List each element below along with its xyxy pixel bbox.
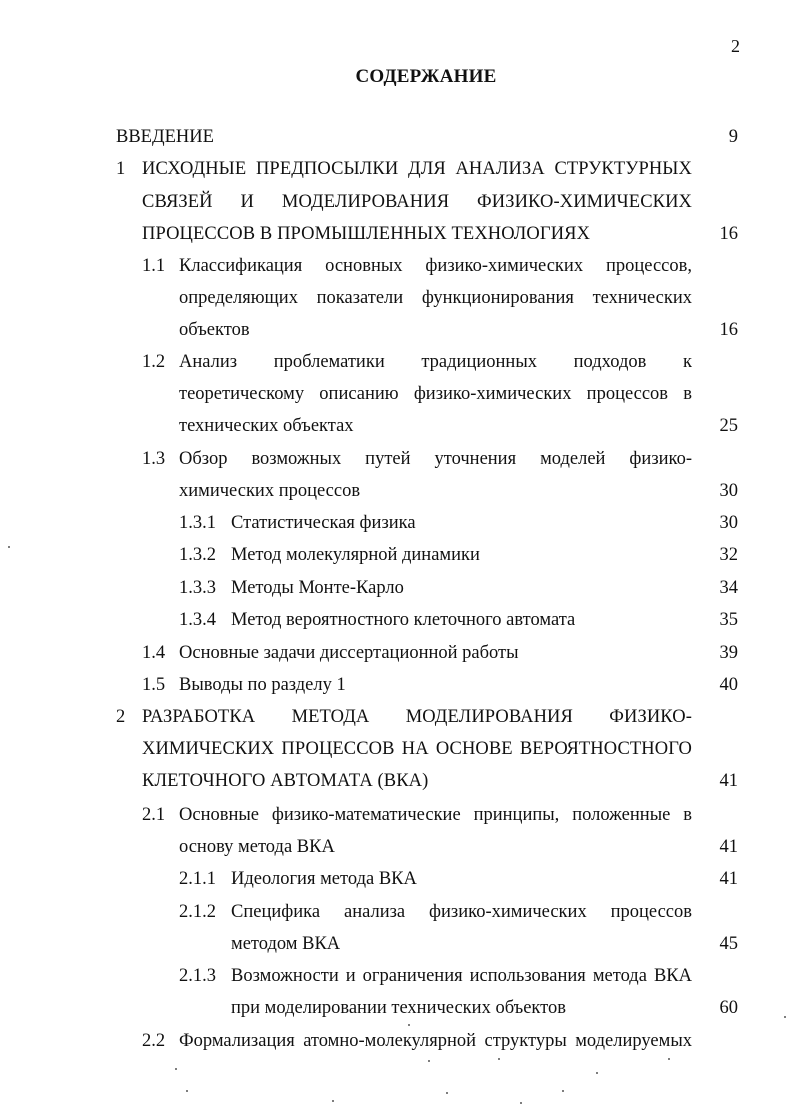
scan-speck [332,1100,334,1102]
toc-entry-title: определяющих показатели функционирования технических [179,288,692,308]
toc-entry-title: ВВЕДЕНИЕ [116,127,214,147]
toc-entry-number: 1.3.1 [179,513,216,533]
toc-entry-title: РАЗРАБОТКА МЕТОДА МОДЕЛИРОВАНИЯ ФИЗИКО- [142,707,692,727]
toc-entry-number: 1.1 [142,256,166,276]
toc-entry-title: основу метода ВКА [179,837,335,857]
scan-speck [596,1072,598,1074]
toc-entry-title: Обзор возможных путей уточнения моделей физико- [179,449,692,469]
scan-speck [186,1090,188,1092]
scan-speck [520,1102,522,1104]
toc-entry-title: методом ВКА [231,934,341,954]
toc-entry-title: Выводы по разделу 1 [179,675,346,695]
toc-entry-page: 34 [719,578,738,598]
toc-entry-number: 1.4 [142,643,166,663]
toc-entry-page: 9 [728,127,738,147]
page-number: 2 [731,36,740,56]
toc-entry-title: КЛЕТОЧНОГО АВТОМАТА (ВКА) [142,771,429,791]
toc-entry-page: 35 [719,610,738,630]
toc-entry-title: Идеология метода ВКА [231,869,417,889]
toc-entry-number: 1.5 [142,675,166,695]
toc-entry-number: 2 [116,707,126,727]
toc-entry-page: 16 [719,320,738,340]
toc-entry-number: 2.1 [142,805,166,825]
toc-entry-page: 41 [719,869,738,889]
toc-entry-number: 1.3 [142,449,166,469]
toc-entry-number: 1.3.2 [179,545,216,565]
toc-entry-title: Классификация основных физико-химических процессов, [179,256,692,276]
scan-speck [428,1060,430,1062]
toc-entry-title: Методы Монте-Карло [231,578,404,598]
toc-entry-title: Метод вероятностного клеточного автомата [231,610,576,630]
toc-entry-title: Анализ проблематики традиционных подходов к [179,352,692,372]
toc-entry-title: технических объектах [179,416,354,436]
toc-entry-page: 32 [719,545,738,565]
toc-entry-title: Возможности и ограничения использования метода ВКА [231,966,692,986]
toc-entry-title: СВЯЗЕЙ И МОДЕЛИРОВАНИЯ ФИЗИКО-ХИМИЧЕСКИХ [142,192,692,212]
toc-entry-title: Основные физико-математические принципы, положенные в [179,805,692,825]
toc-entry-title: при моделировании технических объектов [231,998,566,1018]
toc-entry-title: Формализация атомно-молекулярной структуры моделируемых [179,1031,692,1051]
scan-speck [784,1016,786,1018]
page-title: СОДЕРЖАНИЕ [355,66,497,87]
toc-entry-title: химических процессов [179,481,361,501]
scan-speck [8,546,10,548]
toc-entry-number: 1.3.4 [179,610,216,630]
toc-entry-page: 16 [719,224,738,244]
toc-entry-title: Метод молекулярной динамики [231,545,480,565]
toc-entry-number: 2.1.2 [179,902,216,922]
toc-entry-number: 2.2 [142,1031,166,1051]
toc-entry-title: ПРОЦЕССОВ В ПРОМЫШЛЕННЫХ ТЕХНОЛОГИЯХ [142,224,591,244]
toc-entry-number: 1.2 [142,352,166,372]
toc-entry-title: Статистическая физика [231,513,416,533]
toc-entry-page: 60 [719,998,738,1018]
toc-entry-title: Основные задачи диссертационной работы [179,643,519,663]
toc-entry-title: ИСХОДНЫЕ ПРЕДПОСЫЛКИ ДЛЯ АНАЛИЗА СТРУКТУРНЫХ [142,159,692,179]
toc-entry-title: ХИМИЧЕСКИХ ПРОЦЕССОВ НА ОСНОВЕ ВЕРОЯТНОСТНОГО [142,739,692,759]
scan-speck [498,1058,500,1060]
scan-speck [562,1090,564,1092]
toc-entry-page: 30 [719,513,738,533]
toc-entry-page: 41 [719,837,738,857]
toc-entry-page: 30 [719,481,738,501]
toc-entry-page: 45 [719,934,738,954]
toc-entry-title: теоретическому описанию физико-химических процессов в [179,384,692,404]
scan-speck [668,1058,670,1060]
toc-entry-page: 40 [719,675,738,695]
toc-entry-page: 41 [719,771,738,791]
toc-entry-number: 2.1.3 [179,966,216,986]
scan-speck [175,1068,177,1070]
scan-speck [446,1092,448,1094]
toc-entry-number: 1.3.3 [179,578,216,598]
toc-entry-number: 2.1.1 [179,869,216,889]
toc-entry-page: 39 [719,643,738,663]
toc-entry-number: 1 [116,159,126,179]
toc-entry-page: 25 [719,416,738,436]
toc-entry-title: объектов [179,320,250,340]
scan-speck [408,1024,410,1026]
toc-entry-title: Специфика анализа физико-химических процессов [231,902,692,922]
